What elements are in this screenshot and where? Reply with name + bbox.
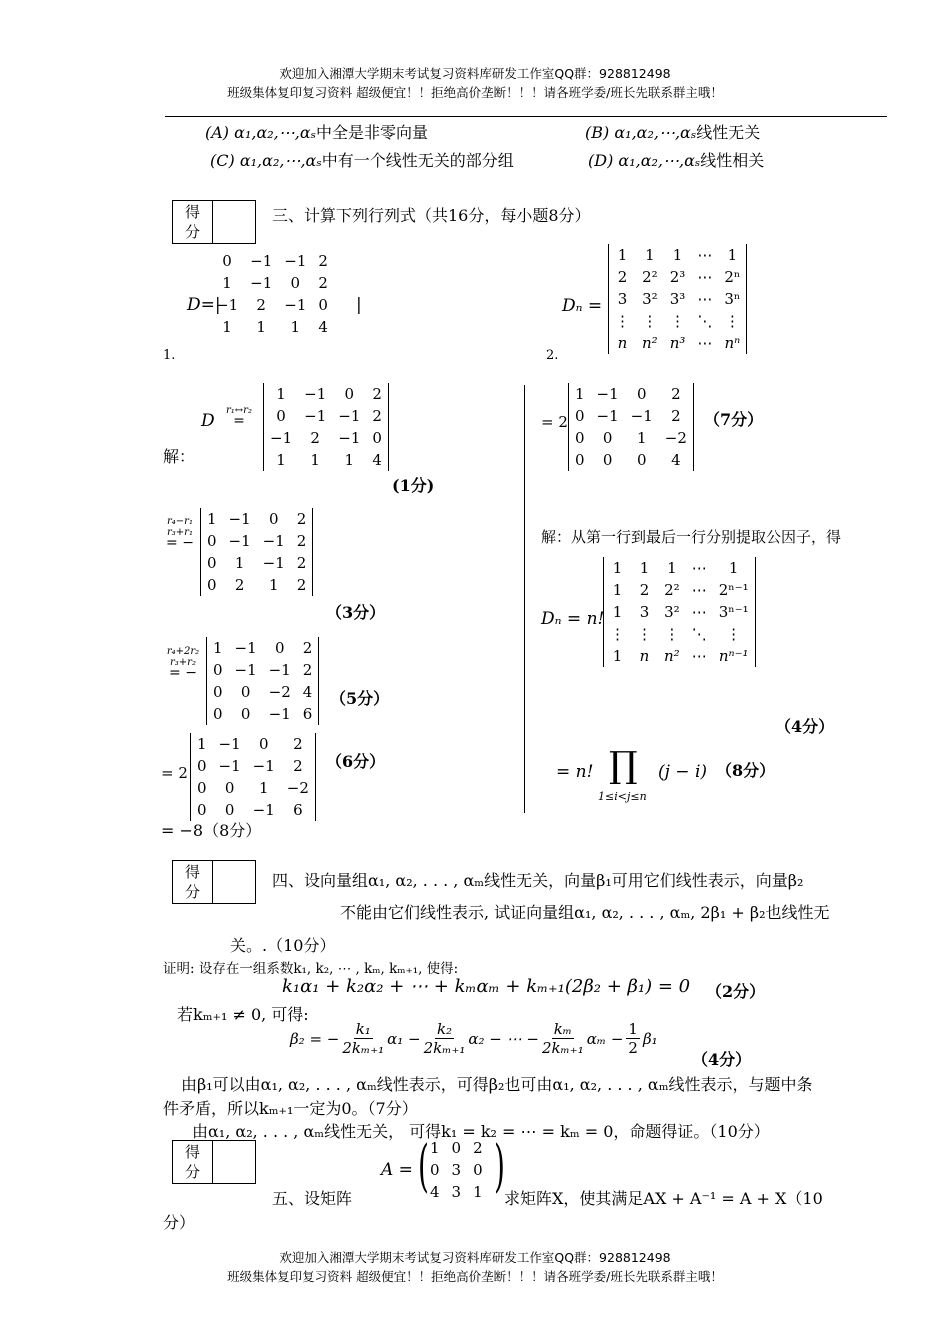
matrix-cell: 3³ xyxy=(669,290,686,308)
matrix-cell: 1 xyxy=(276,451,286,469)
matrix-cell: 3ⁿ⁻¹ xyxy=(718,603,749,621)
footer-line-1: 欢迎加入湘潭大学期末考试复习资料库研发工作室QQ群：928812498 xyxy=(279,1250,671,1265)
reasoning-line-a: 由β₁可以由α₁, α₂, . . . , αₘ线性表示，可得β₂也可由α₁, α₂, . . . , αₘ线性表示，与题中条 xyxy=(181,1075,813,1094)
problem2-determinant xyxy=(608,244,747,354)
solution2-determinant xyxy=(603,557,756,667)
header-line-1: 欢迎加入湘潭大学期末考试复习资料库研发工作室QQ群：928812498 xyxy=(279,66,671,81)
section3-title: 三、计算下列行列式（共16分，每小题8分） xyxy=(272,206,591,225)
step2-determinant xyxy=(200,508,313,596)
matrix-cell: 0 xyxy=(222,252,232,270)
mark-5: （5分） xyxy=(330,689,390,708)
section5-text-2: 分） xyxy=(163,1213,196,1232)
matrix-cell: 0 xyxy=(207,554,217,572)
matrix-cell: 1 xyxy=(645,246,655,264)
matrix-cell: 0 xyxy=(318,296,328,314)
matrix-a-lhs: A = xyxy=(381,1160,413,1180)
step1-operation: r₁↔r₂ = xyxy=(226,405,252,429)
column-divider xyxy=(524,385,525,813)
problem2-number: 2. xyxy=(546,348,559,363)
matrix-cell: 0 xyxy=(575,429,585,447)
matrix-cell: 4 xyxy=(430,1183,440,1201)
reasoning-line-c: 由α₁, α₂, . . . , αₘ线性无关， 可得k₁ = k₂ = ⋯ = kₘ = 0，命题得证。（10分） xyxy=(192,1122,770,1141)
reasoning-line-b: 件矛盾，所以kₘ₊₁一定为0。（7分） xyxy=(163,1099,418,1118)
matrix-a xyxy=(424,1137,489,1203)
matrix-cell: 0 xyxy=(602,451,613,469)
product-subscript: 1≤i<j≤n xyxy=(598,790,647,803)
matrix-cell: 0 xyxy=(224,779,235,797)
header-rule xyxy=(165,116,887,117)
condition-text: 若kₘ₊₁ ≠ 0, 可得: xyxy=(177,1005,309,1024)
matrix-a-left-paren: ( xyxy=(418,1134,429,1199)
matrix-cell: 1 xyxy=(473,1183,483,1201)
problem1-rhs: | xyxy=(356,295,362,315)
header-line-2: 班级集体复印复习资料 超级便宜！！拒绝高价垄断！！！请各班学委/班长先联系群主哦！ xyxy=(227,85,723,100)
matrix-cell: −1 xyxy=(250,274,273,292)
matrix-cell: 0 xyxy=(636,385,647,403)
matrix-cell: −1 xyxy=(234,639,257,657)
option-c: (C) α₁,α₂,⋯,αₛ中有一个线性无关的部分组 xyxy=(210,151,514,170)
proof-intro: 证明: 设存在一组系数k₁, k₂, ⋯ , kₘ, kₘ₊₁, 使得: xyxy=(163,961,459,977)
matrix-cell: −1 xyxy=(262,532,285,550)
matrix-cell: 1 xyxy=(612,581,623,599)
mark-6: （6分） xyxy=(326,752,386,771)
mark-1: (1分) xyxy=(392,476,435,495)
matrix-cell: −1 xyxy=(234,661,257,679)
footer-line-2: 班级集体复印复习资料 超级便宜！！拒绝高价垄断！！！请各班学委/班长先联系群主哦！ xyxy=(227,1269,723,1284)
final-answer-1: = −8（8分） xyxy=(161,821,262,840)
matrix-cell: −1 xyxy=(218,735,241,753)
matrix-cell: 0 xyxy=(290,274,301,292)
matrix-cell: −1 xyxy=(216,296,239,314)
matrix-cell: 1 xyxy=(727,246,738,264)
equation-2: β₂ = − $\frac{\text{k₁}}{\text{2kₘ₊₁}}$ α₁ − $\frac{\text{k₂}}{\text{2kₘ₊₁}}$ α₂ − ⋯ − $\frac{\text{kₘ}}{\text{2kₘ₊₁}}$ αₘ − $\frac{1}{2}$ β₁ xyxy=(290,1020,658,1057)
matrix-cell: 1 xyxy=(207,510,217,528)
matrix-cell: ⋮ xyxy=(724,312,740,330)
matrix-cell: 3 xyxy=(617,290,628,308)
matrix-cell: −1 xyxy=(338,429,361,447)
matrix-cell: 2³ xyxy=(669,268,686,286)
matrix-cell: 0 xyxy=(207,532,217,550)
matrix-cell: 2 xyxy=(296,554,307,572)
matrix-cell: 4 xyxy=(302,683,313,701)
matrix-cell: 3 xyxy=(451,1183,462,1201)
matrix-cell: n³ xyxy=(669,334,686,352)
matrix-cell: 1 xyxy=(575,385,585,403)
matrix-cell: 1 xyxy=(256,318,266,336)
product-lhs: = n! xyxy=(556,762,594,782)
matrix-cell: 2 xyxy=(671,407,681,425)
matrix-cell: 1 xyxy=(639,559,650,577)
matrix-cell: 1 xyxy=(344,451,355,469)
section5-title: 五、设矩阵 xyxy=(272,1189,353,1208)
matrix-cell: ⋮ xyxy=(637,625,652,643)
matrix-cell: 1 xyxy=(612,647,623,665)
matrix-cell: −1 xyxy=(630,407,653,425)
matrix-cell: ⋮ xyxy=(642,312,658,330)
mark-7: （7分） xyxy=(704,410,764,429)
matrix-cell: −1 xyxy=(228,510,251,528)
section5-text: 求矩阵X，使其满足AX + A⁻¹ = A + X（10 xyxy=(504,1189,823,1208)
matrix-cell: −1 xyxy=(252,801,275,819)
matrix-cell: 2 xyxy=(310,429,320,447)
matrix-cell: 0 xyxy=(274,639,285,657)
matrix-cell: ⋱ xyxy=(697,312,713,330)
product-term: (j − i) xyxy=(658,762,708,782)
matrix-cell: 0 xyxy=(636,451,647,469)
matrix-cell: −1 xyxy=(262,554,285,572)
matrix-cell: −1 xyxy=(252,757,275,775)
matrix-cell: −1 xyxy=(284,296,307,314)
matrix-cell: 2 xyxy=(639,581,650,599)
matrix-cell: 2ⁿ⁻¹ xyxy=(718,581,749,599)
matrix-cell: 1 xyxy=(636,429,647,447)
matrix-cell: ⋯ xyxy=(691,603,707,621)
problem1-matrix xyxy=(210,250,334,338)
matrix-cell: 0 xyxy=(197,779,207,797)
matrix-cell: 0 xyxy=(224,801,235,819)
matrix-cell: 1 xyxy=(430,1139,440,1157)
mark-3: （3分） xyxy=(326,603,386,622)
matrix-cell: −1 xyxy=(596,407,619,425)
matrix-cell: 6 xyxy=(302,705,313,723)
matrix-cell: 2ⁿ xyxy=(724,268,741,286)
matrix-cell: 4 xyxy=(318,318,328,336)
matrix-cell: −1 xyxy=(270,429,293,447)
matrix-cell: 2 xyxy=(617,268,628,286)
section4-title-line3: 关。.（10分） xyxy=(230,936,336,955)
step4-lhs: = 2 xyxy=(161,764,188,782)
matrix-cell: 2 xyxy=(318,274,328,292)
matrix-cell: 0 xyxy=(575,407,585,425)
matrix-cell: 2 xyxy=(256,296,266,314)
score-box-4: 得 分 xyxy=(172,860,256,904)
step3-operation: r₄+2r₂ r₃+r₂ = − xyxy=(166,646,200,681)
step5-determinant xyxy=(568,383,694,471)
matrix-cell: n xyxy=(639,647,650,665)
matrix-cell: ⋯ xyxy=(697,334,713,352)
matrix-cell: 2 xyxy=(302,661,313,679)
mark-4: （4分） xyxy=(775,717,835,736)
matrix-cell: 3² xyxy=(664,603,680,621)
matrix-cell: 0 xyxy=(197,757,207,775)
matrix-cell: 1 xyxy=(672,246,683,264)
matrix-cell: 4 xyxy=(372,451,382,469)
matrix-cell: 2 xyxy=(296,532,307,550)
problem1-number: 1. xyxy=(163,348,176,363)
matrix-cell: 2² xyxy=(642,268,658,286)
matrix-cell: 2² xyxy=(664,581,680,599)
matrix-cell: n xyxy=(617,334,628,352)
matrix-cell: 2 xyxy=(318,252,328,270)
matrix-cell: 1 xyxy=(612,559,623,577)
matrix-cell: ⋱ xyxy=(691,625,707,643)
step4-determinant xyxy=(190,733,316,821)
matrix-cell: 2 xyxy=(293,735,303,753)
matrix-cell: 1 xyxy=(290,318,301,336)
matrix-cell: 0 xyxy=(276,407,286,425)
matrix-cell: 2 xyxy=(372,407,382,425)
matrix-cell: 0 xyxy=(197,801,207,819)
matrix-cell: 6 xyxy=(293,801,303,819)
matrix-cell: −1 xyxy=(338,407,361,425)
matrix-cell: 1 xyxy=(222,318,232,336)
matrix-cell: −2 xyxy=(286,779,309,797)
matrix-cell: 2 xyxy=(293,757,303,775)
matrix-cell: 1 xyxy=(612,603,623,621)
matrix-cell: −1 xyxy=(304,407,327,425)
solution2-lhs: Dₙ = n! xyxy=(541,609,605,629)
step3-determinant xyxy=(206,637,319,725)
matrix-cell: 3 xyxy=(639,603,650,621)
matrix-cell: ⋯ xyxy=(697,268,713,286)
matrix-cell: 1 xyxy=(222,274,232,292)
matrix-cell: 0 xyxy=(575,451,585,469)
matrix-cell: 1 xyxy=(234,554,245,572)
matrix-cell: 0 xyxy=(258,735,269,753)
matrix-cell: 1 xyxy=(197,735,207,753)
matrix-cell: ⋯ xyxy=(691,581,707,599)
matrix-cell: −1 xyxy=(228,532,251,550)
mark-4b: （4分） xyxy=(692,1050,752,1069)
step2-operation: r₄−r₁ r₃+r₁ = − xyxy=(166,516,194,551)
matrix-cell: n² xyxy=(664,647,680,665)
matrix-cell: ⋮ xyxy=(664,625,680,643)
matrix-cell: −1 xyxy=(268,661,291,679)
matrix-cell: 0 xyxy=(240,705,251,723)
matrix-cell: 0 xyxy=(430,1161,440,1179)
product-symbol: ∏ xyxy=(609,745,638,786)
matrix-cell: 1 xyxy=(728,559,739,577)
matrix-cell: 1 xyxy=(617,246,628,264)
step1-determinant xyxy=(263,383,389,471)
equation-1: k₁α₁ + k₂α₂ + ⋯ + kₘαₘ + kₘ₊₁(2β₂ + β₁) = 0 xyxy=(282,976,691,997)
matrix-cell: 1 xyxy=(276,385,286,403)
score-box-5: 得 分 xyxy=(172,1140,256,1184)
matrix-cell: 3 xyxy=(451,1161,462,1179)
matrix-cell: 2 xyxy=(234,576,245,594)
matrix-cell: 2 xyxy=(302,639,313,657)
matrix-cell: 0 xyxy=(213,705,223,723)
matrix-cell: ⋮ xyxy=(670,312,686,330)
matrix-cell: ⋯ xyxy=(697,290,713,308)
mark-8: （8分） xyxy=(716,761,776,780)
option-d: (D) α₁,α₂,⋯,αₛ线性相关 xyxy=(588,151,765,170)
matrix-cell: ⋮ xyxy=(726,625,742,643)
matrix-cell: 0 xyxy=(473,1161,483,1179)
matrix-cell: 2 xyxy=(296,510,307,528)
matrix-cell: n² xyxy=(642,334,658,352)
matrix-cell: −1 xyxy=(250,252,273,270)
matrix-cell: 0 xyxy=(451,1139,462,1157)
matrix-a-right-paren: ) xyxy=(494,1134,505,1199)
solution1-label: 解： xyxy=(163,447,196,466)
matrix-cell: ⋯ xyxy=(691,559,707,577)
section4-title-line2: 不能由它们线性表示, 试证向量组α₁, α₂, . . . , αₘ, 2β₁ + β₂也线性无 xyxy=(340,903,830,922)
option-a: (A) α₁,α₂,⋯,αₛ中全是非零向量 xyxy=(205,123,429,142)
matrix-cell: ⋮ xyxy=(610,625,625,643)
matrix-cell: ⋯ xyxy=(697,246,713,264)
matrix-cell: 4 xyxy=(671,451,681,469)
matrix-cell: nⁿ⁻¹ xyxy=(718,647,749,665)
matrix-cell: 2 xyxy=(296,576,307,594)
matrix-cell: −1 xyxy=(304,385,327,403)
matrix-cell: 2 xyxy=(473,1139,483,1157)
matrix-cell: −1 xyxy=(268,705,291,723)
matrix-cell: 3ⁿ xyxy=(724,290,741,308)
matrix-cell: 2 xyxy=(372,385,382,403)
problem2-lhs: Dₙ = xyxy=(562,296,603,316)
matrix-cell: 1 xyxy=(258,779,269,797)
matrix-cell: 1 xyxy=(667,559,677,577)
matrix-cell: 0 xyxy=(268,510,279,528)
matrix-cell: ⋮ xyxy=(615,312,630,330)
section4-title-line1: 四、设向量组α₁, α₂, . . . , αₘ线性无关，向量β₁可用它们线性表示，向量β₂ xyxy=(272,871,804,890)
matrix-cell: 0 xyxy=(240,683,251,701)
step1-lhs: D xyxy=(201,411,215,431)
matrix-cell: −2 xyxy=(268,683,291,701)
matrix-cell: 2 xyxy=(671,385,681,403)
matrix-cell: 0 xyxy=(213,683,223,701)
solution2-text: 解：从第一行到最后一行分别提取公因子，得 xyxy=(541,528,842,546)
problem1-lhs: D=| xyxy=(187,295,221,315)
option-b: (B) α₁,α₂,⋯,αₛ线性无关 xyxy=(585,123,761,142)
step5-lhs: = 2 xyxy=(541,413,568,431)
matrix-cell: 0 xyxy=(344,385,355,403)
matrix-cell: 0 xyxy=(207,576,217,594)
matrix-cell: −1 xyxy=(218,757,241,775)
matrix-cell: nⁿ xyxy=(724,334,741,352)
matrix-cell: 0 xyxy=(213,661,223,679)
matrix-cell: ⋯ xyxy=(691,647,707,665)
matrix-cell: 0 xyxy=(372,429,382,447)
matrix-cell: −1 xyxy=(284,252,307,270)
matrix-cell: −2 xyxy=(664,429,687,447)
score-box-3: 得 分 xyxy=(172,200,256,244)
mark-2: （2分） xyxy=(706,982,766,1001)
matrix-cell: 3² xyxy=(642,290,658,308)
matrix-cell: 1 xyxy=(310,451,320,469)
matrix-cell: 0 xyxy=(602,429,613,447)
matrix-cell: 1 xyxy=(268,576,279,594)
matrix-cell: 1 xyxy=(213,639,223,657)
matrix-cell: −1 xyxy=(596,385,619,403)
